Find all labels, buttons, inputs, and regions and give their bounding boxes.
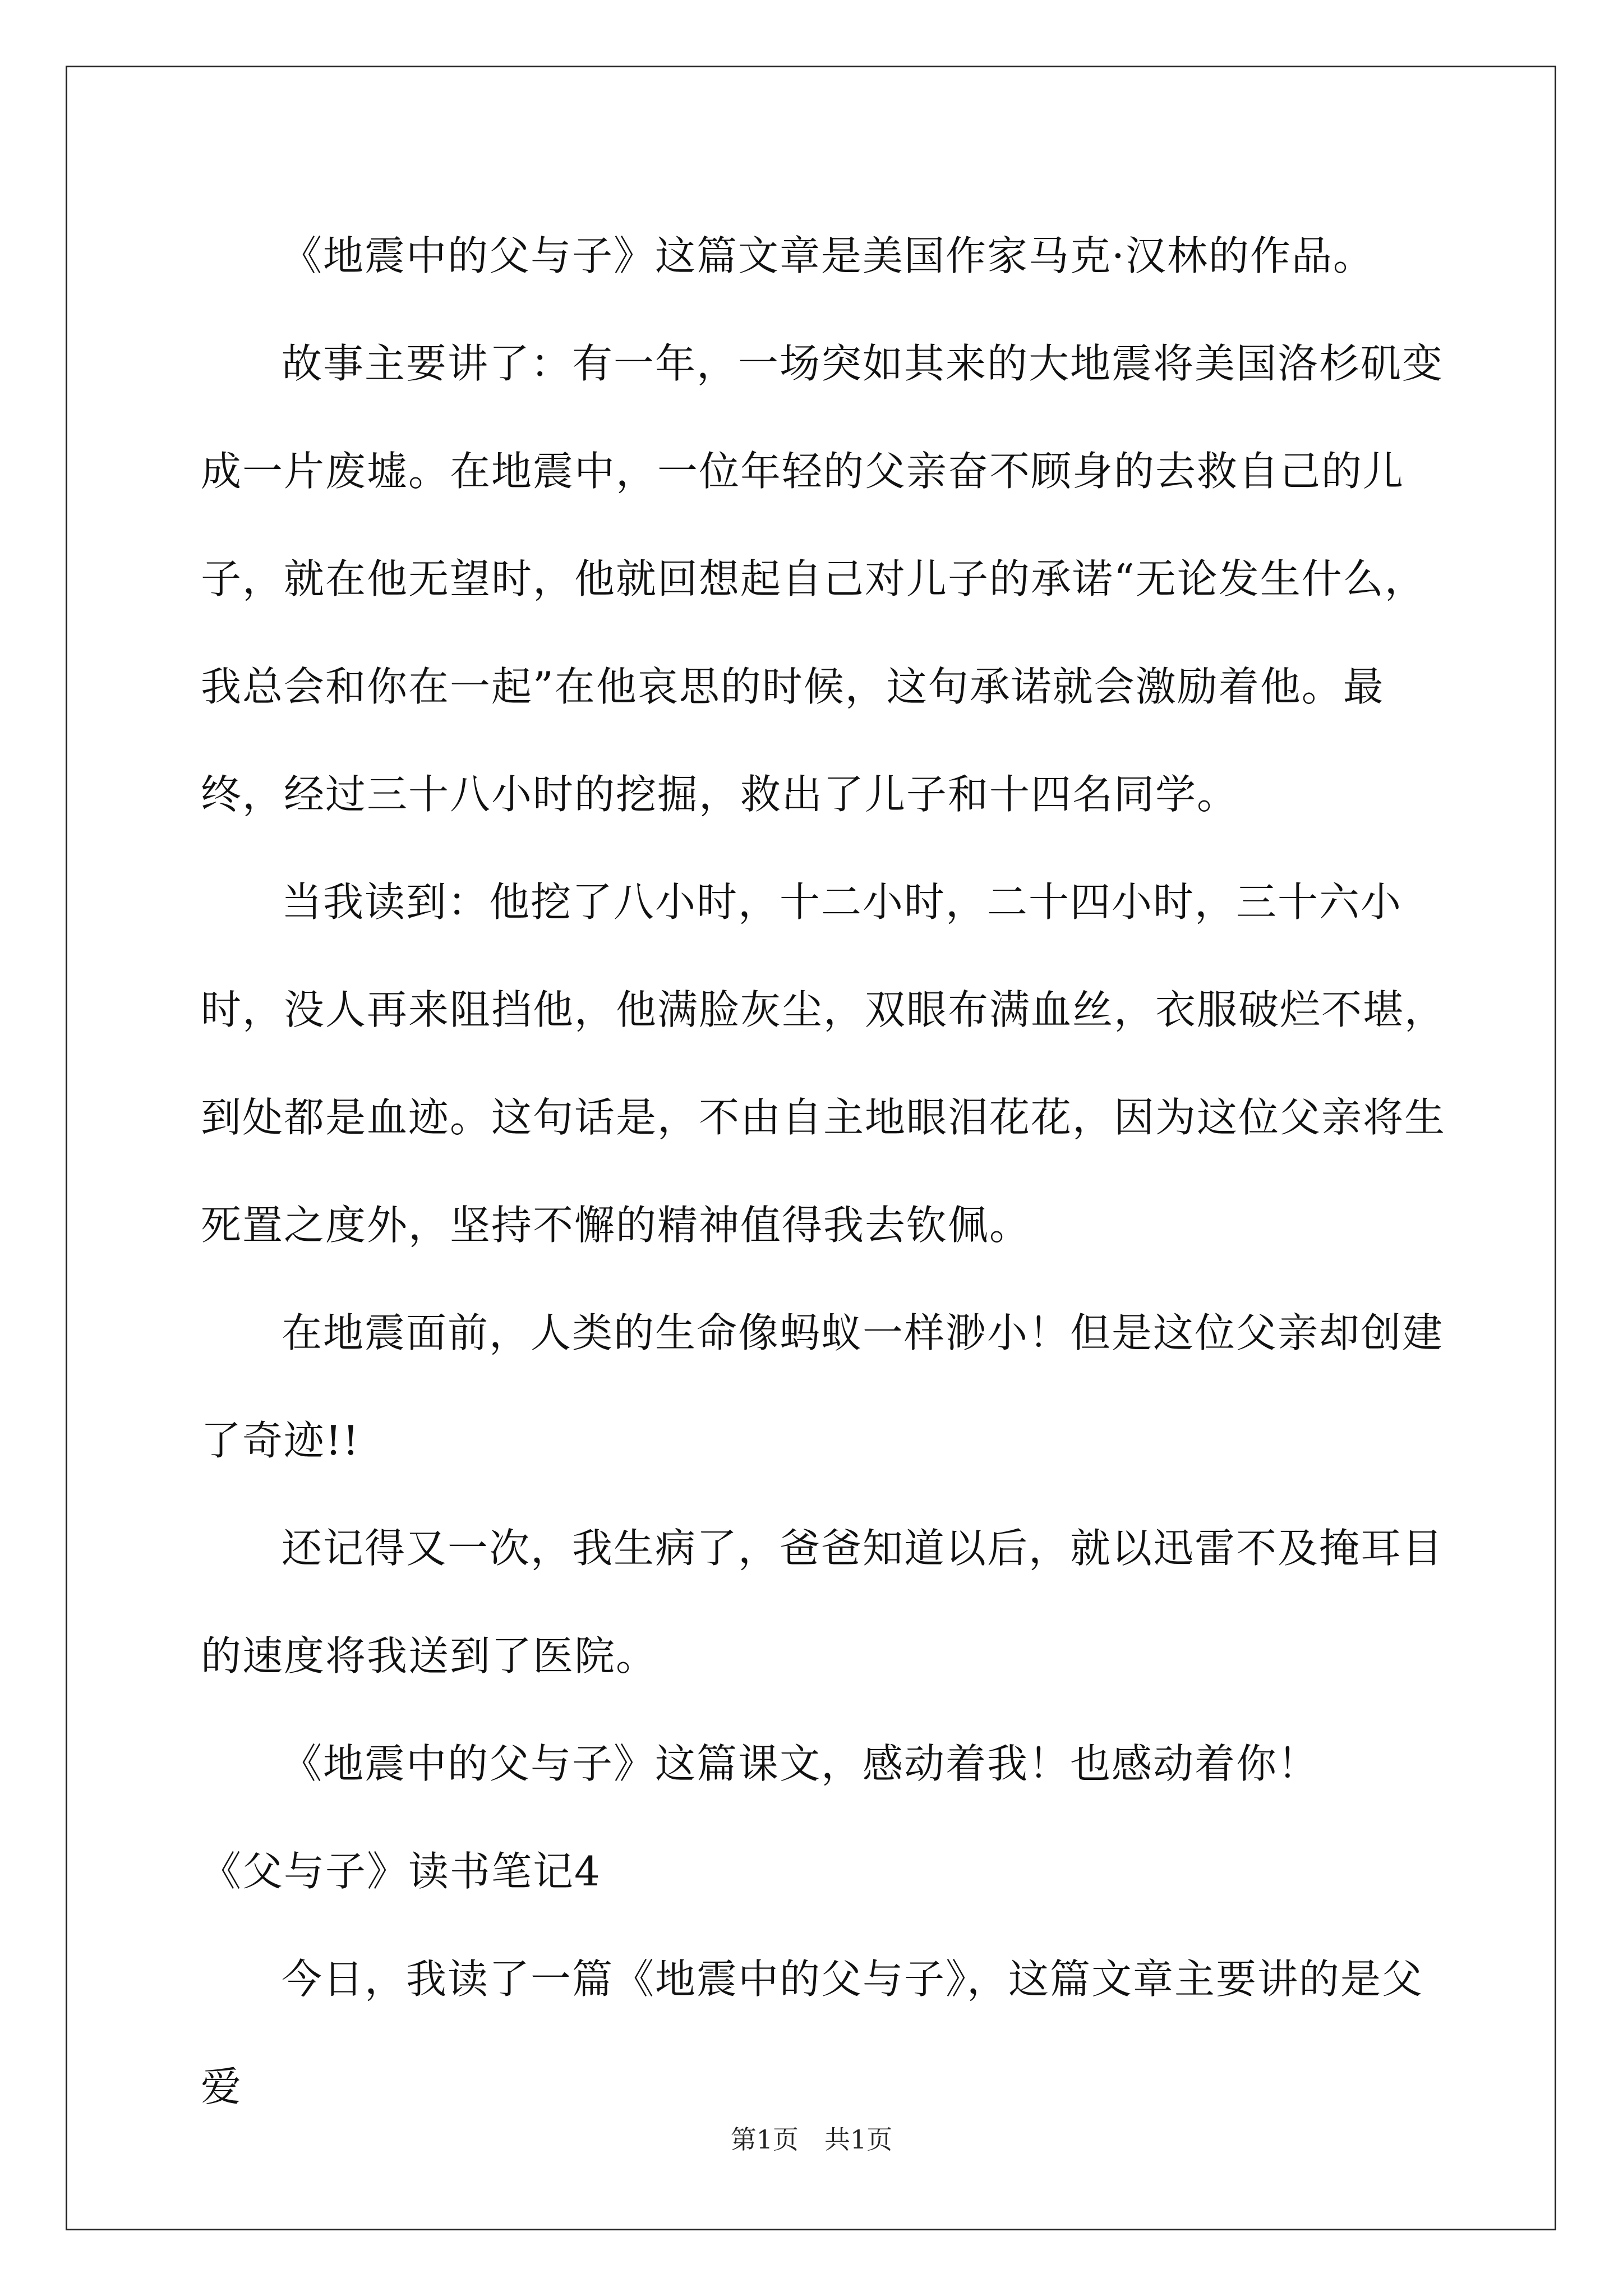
paragraph-story-summary: 故事主要讲了：有一年，一场突如其来的大地震将美国洛杉矶变成一片废墟。在地震中，一位年轻的父亲奋不顾身的去救自己的儿子，就在他无望时，他就回想起自己对儿子的承诺“无论发生什么，我总会和你在一起”在他哀思的时候，这句承诺就会激励着他。最终，经过三十八小时的挖掘，救出了儿子和十四名同学。 [201, 340, 1444, 818]
paragraph-reading-reaction: 当我读到：他挖了八小时，十二小时，二十四小时，三十六小时，没人再来阻挡他，他满脸灰尘，双眼布满血丝，衣服破烂不堪，到处都是血迹。这句话是，不由自主地眼泪花花，因为这位父亲将生死置之度外，坚持不懈的精神值得我去钦佩。 [201, 878, 1446, 1249]
page-number-footer: 第1页 共1页 [730, 2124, 893, 2155]
paragraph-intro: 《地震中的父与子》这篇文章是美国作家马克·汉林的作品。 [282, 232, 1375, 279]
paragraph-personal-memory: 还记得又一次，我生病了，爸爸知道以后，就以迅雷不及掩耳目的速度将我送到了医院。 [201, 1525, 1444, 1680]
section-heading: 《父与子》读书笔记4 [201, 1848, 601, 1895]
paragraph-miracle: 在地震面前，人类的生命像蚂蚁一样渺小！但是这位父亲却创建了奇迹!! [201, 1309, 1444, 1464]
document-body [201, 202, 1446, 2141]
paragraph-next-section: 今日，我读了一篇《地震中的父与子》，这篇文章主要讲的是父爱 [201, 1955, 1424, 2110]
paragraph-conclusion: 《地震中的父与子》这篇课文，感动着我！也感动着你！ [282, 1740, 1320, 1787]
